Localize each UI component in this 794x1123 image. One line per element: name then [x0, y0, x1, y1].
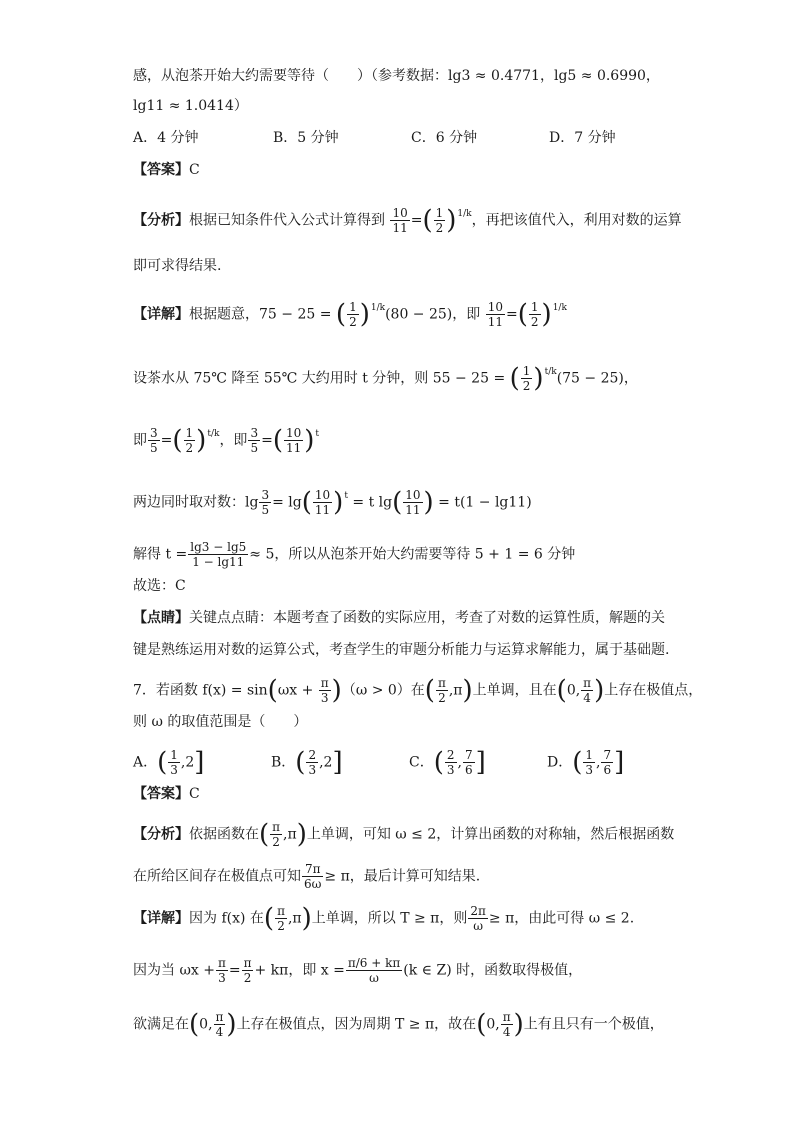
q6-detail: 【详解】根据题意，75 − 25 = ( $\frac{1}{2}$ )$^{1/k}$(80 − 25)，即 $\frac{10}{11}$ =( $\frac{1}{2}$ )$^{1/k}$	[133, 299, 567, 330]
option-d: D．7 分钟	[549, 130, 616, 146]
q7-stem: 7．若函数 f(x) = sin(ωx + $\frac{\pi}{3}$ )（ω > 0）在( $\frac{\pi}{2}$ ,π)上单调，且在(0, $\frac{\pi}{4}$ )上存在极值点，	[133, 675, 703, 706]
option-a: A．( $\frac{1}{3}$ ,2]	[133, 747, 205, 778]
text-line: 键是熟练运用对数的运算公式，考查学生的审题分析能力与运算求解能力，属于基础题.	[133, 642, 670, 658]
option-b: B．( $\frac{2}{3}$ ,2]	[271, 747, 343, 778]
text-line: 解得 t = $\frac{\lg 3 - \lg 5}{1 - \lg 11}$ ≈ 5，所以从泡茶开始大约需要等待 5 + 1 = 6 分钟	[133, 540, 576, 569]
q7-detail: 【详解】因为 f(x) 在( $\frac{\pi}{2}$ ,π)上单调，所以 T ≥ π，则 $\frac{2\pi}{\omega}$ ≥ π，由此可得 ω ≤ 2.	[133, 903, 635, 934]
text-line: 欲满足在(0, $\frac{\pi}{4}$ )上存在极值点，因为周期 T ≥ π，故在(0, $\frac{\pi}{4}$ )上有且只有一个极值，	[133, 1009, 664, 1040]
text-line: 即 $\frac{3}{5}$ =( $\frac{1}{2}$ )$^{t/k}$，即 $\frac{3}{5}$ =( $\frac{10}{11}$ )$^t$	[133, 425, 320, 456]
option-c: C．( $\frac{2}{3}$ , $\frac{7}{6}$ ]	[409, 747, 486, 778]
option-a: A．4 分钟	[133, 130, 199, 146]
text-line: 因为当 ωx + $\frac{\pi}{3}$ = $\frac{\pi}{2}$ + kπ，即 x = $\frac{\pi/6 + k\pi}{\omega}$ (k ∈ Z) 时，函数取得极值，	[133, 956, 583, 985]
option-c: C．6 分钟	[411, 130, 478, 146]
q7-options	[133, 748, 664, 777]
q6-analysis: 【分析】根据已知条件代入公式计算得到 $\frac{10}{11}$ =( $\frac{1}{2}$ )$^{1/k}$，再把该值代入，利用对数的运算	[133, 205, 682, 236]
q6-options	[133, 128, 664, 148]
text-line: 两边同时取对数：lg $\frac{3}{5}$ = lg( $\frac{10}{11}$ )$^t$ = t lg( $\frac{10}{11}$ ) = t(1 − lg11)	[133, 487, 532, 518]
q6-point: 【点睛】关键点点睛：本题考查了函数的实际应用，考查了对数的运算性质，解题的关	[133, 610, 665, 626]
text-line: 设茶水从 75℃ 降至 55℃ 大约用时 t 分钟，则 55 − 25 = ( $\frac{1}{2}$ )$^{t/k}$(75 − 25)，	[133, 363, 638, 394]
q6-answer: 【答案】C	[133, 162, 200, 178]
option-d: D．( $\frac{1}{3}$ , $\frac{7}{6}$ ]	[547, 747, 625, 778]
text-line: 在所给区间存在极值点可知 $\frac{7\pi}{6\omega}$ ≥ π，最后计算可知结果.	[133, 862, 481, 891]
text-line: 则 ω 的取值范围是（ ）	[133, 714, 308, 730]
text-line: 感，从泡茶开始大约需要等待（ ）（参考数据：lg3 ≈ 0.4771，lg5 ≈ 0.6990，	[133, 68, 660, 84]
text-line: 故选：C	[133, 578, 186, 594]
q7-answer: 【答案】C	[133, 786, 200, 802]
option-b: B．5 分钟	[273, 130, 339, 146]
text-line: 即可求得结果.	[133, 258, 222, 274]
q7-analysis: 【分析】依据函数在( $\frac{\pi}{2}$ ,π)上单调，可知 ω ≤ 2，计算出函数的对称轴，然后根据函数	[133, 819, 675, 850]
text-line: lg11 ≈ 1.0414）	[133, 98, 248, 114]
